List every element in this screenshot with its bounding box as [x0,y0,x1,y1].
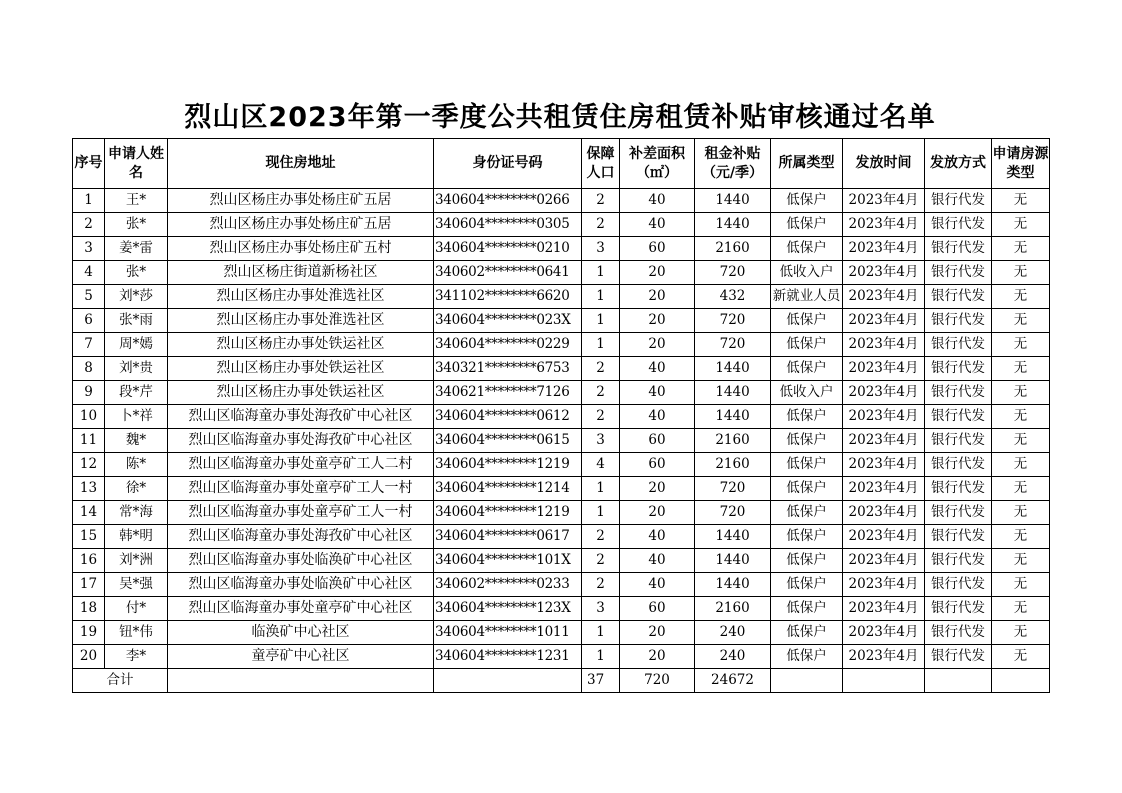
cell-serial: 15 [73,525,105,549]
cell-method: 银行代发 [925,645,992,669]
cell-serial: 3 [73,237,105,261]
cell-type: 低保户 [771,237,843,261]
cell-area: 20 [620,645,695,669]
cell-type: 低收入户 [771,261,843,285]
cell-address: 烈山区杨庄办事处杨庄矿五居 [168,189,434,213]
cell-address: 烈山区临海童办事处海孜矿中心社区 [168,405,434,429]
cell-method: 银行代发 [925,621,992,645]
cell-address: 临涣矿中心社区 [168,621,434,645]
cell-time: 2023年4月 [843,645,925,669]
cell-time: 2023年4月 [843,333,925,357]
cell-rent: 720 [695,477,771,501]
cell-time: 2023年4月 [843,213,925,237]
cell-address: 烈山区临海童办事处童亭矿工人一村 [168,501,434,525]
cell-time: 2023年4月 [843,429,925,453]
cell-method: 银行代发 [925,189,992,213]
total-label: 合计 [73,669,168,693]
cell-id-number: 341102********6620 [434,285,582,309]
cell-id-number: 340604********101X [434,549,582,573]
cell-applicant: 刘*莎 [105,285,168,309]
cell-applicant: 张* [105,261,168,285]
cell-area: 20 [620,477,695,501]
cell-applicant: 刘*洲 [105,549,168,573]
cell-rent: 1440 [695,381,771,405]
cell-id-number: 340604********1219 [434,453,582,477]
table-row [73,549,1050,573]
cell-time: 2023年4月 [843,381,925,405]
cell-rent: 720 [695,333,771,357]
table-row [73,477,1050,501]
table-header-row [73,139,1050,189]
cell-type: 低保户 [771,453,843,477]
cell-source: 无 [992,453,1050,477]
cell-applicant: 韩*明 [105,525,168,549]
cell-area: 60 [620,237,695,261]
cell-type: 低保户 [771,621,843,645]
cell-source: 无 [992,213,1050,237]
total-empty-cell [843,669,925,693]
table-row [73,237,1050,261]
cell-people: 2 [582,405,620,429]
cell-applicant: 魏* [105,429,168,453]
header-applicant: 申请人姓名 [105,139,168,189]
cell-serial: 14 [73,501,105,525]
table-row [73,285,1050,309]
cell-type: 低保户 [771,645,843,669]
cell-method: 银行代发 [925,357,992,381]
cell-people: 1 [582,621,620,645]
cell-area: 60 [620,453,695,477]
cell-time: 2023年4月 [843,549,925,573]
table-row [73,573,1050,597]
cell-id-number: 340604********0266 [434,189,582,213]
cell-people: 1 [582,477,620,501]
cell-time: 2023年4月 [843,237,925,261]
cell-time: 2023年4月 [843,525,925,549]
cell-type: 低保户 [771,333,843,357]
cell-area: 40 [620,405,695,429]
cell-serial: 6 [73,309,105,333]
cell-area: 20 [620,285,695,309]
cell-rent: 1440 [695,525,771,549]
cell-id-number: 340604********123X [434,597,582,621]
header-area: 补差面积（㎡） [620,139,695,189]
cell-source: 无 [992,261,1050,285]
cell-rent: 720 [695,261,771,285]
cell-rent: 720 [695,309,771,333]
cell-people: 1 [582,309,620,333]
cell-type: 低保户 [771,501,843,525]
table-row [73,357,1050,381]
cell-serial: 7 [73,333,105,357]
cell-people: 2 [582,525,620,549]
table-row [73,333,1050,357]
cell-source: 无 [992,429,1050,453]
cell-address: 烈山区临海童办事处童亭矿工人二村 [168,453,434,477]
cell-id-number: 340321********6753 [434,357,582,381]
cell-id-number: 340604********0210 [434,237,582,261]
cell-id-number: 340604********1219 [434,501,582,525]
cell-method: 银行代发 [925,309,992,333]
cell-method: 银行代发 [925,237,992,261]
cell-people: 1 [582,261,620,285]
cell-source: 无 [992,309,1050,333]
total-empty-cell [434,669,582,693]
cell-applicant: 常*海 [105,501,168,525]
table-row [73,309,1050,333]
cell-people: 1 [582,645,620,669]
cell-time: 2023年4月 [843,309,925,333]
cell-applicant: 徐* [105,477,168,501]
cell-type: 低收入户 [771,381,843,405]
cell-method: 银行代发 [925,333,992,357]
cell-applicant: 张*雨 [105,309,168,333]
cell-applicant: 付* [105,597,168,621]
cell-serial: 10 [73,405,105,429]
cell-serial: 18 [73,597,105,621]
cell-area: 20 [620,501,695,525]
cell-rent: 1440 [695,213,771,237]
cell-source: 无 [992,189,1050,213]
cell-people: 1 [582,333,620,357]
cell-rent: 2160 [695,597,771,621]
cell-applicant: 姜*雷 [105,237,168,261]
total-people: 37 [582,669,620,693]
table-row [73,645,1050,669]
table-row [73,381,1050,405]
cell-rent: 720 [695,501,771,525]
cell-rent: 240 [695,621,771,645]
cell-id-number: 340604********1214 [434,477,582,501]
cell-serial: 9 [73,381,105,405]
cell-people: 2 [582,189,620,213]
cell-method: 银行代发 [925,453,992,477]
cell-address: 烈山区杨庄办事处铁运社区 [168,381,434,405]
cell-time: 2023年4月 [843,453,925,477]
cell-id-number: 340604********1011 [434,621,582,645]
total-rent: 24672 [695,669,771,693]
table-row [73,597,1050,621]
cell-serial: 16 [73,549,105,573]
cell-method: 银行代发 [925,429,992,453]
cell-applicant: 陈* [105,453,168,477]
cell-address: 烈山区临海童办事处童亭矿中心社区 [168,597,434,621]
cell-time: 2023年4月 [843,573,925,597]
total-area: 720 [620,669,695,693]
total-row [73,669,1050,693]
cell-time: 2023年4月 [843,501,925,525]
cell-area: 20 [620,261,695,285]
cell-people: 2 [582,357,620,381]
cell-applicant: 刘*贵 [105,357,168,381]
cell-id-number: 340604********1231 [434,645,582,669]
cell-source: 无 [992,501,1050,525]
cell-id-number: 340604********0617 [434,525,582,549]
cell-type: 低保户 [771,189,843,213]
cell-address: 烈山区杨庄办事处杨庄矿五村 [168,237,434,261]
cell-method: 银行代发 [925,381,992,405]
cell-applicant: 段*芹 [105,381,168,405]
cell-method: 银行代发 [925,525,992,549]
cell-method: 银行代发 [925,285,992,309]
total-empty-cell [925,669,992,693]
cell-type: 低保户 [771,309,843,333]
cell-type: 低保户 [771,357,843,381]
cell-area: 20 [620,309,695,333]
table-row [73,501,1050,525]
cell-people: 3 [582,597,620,621]
total-empty-cell [992,669,1050,693]
table-row [73,405,1050,429]
cell-serial: 5 [73,285,105,309]
cell-source: 无 [992,573,1050,597]
cell-serial: 17 [73,573,105,597]
table-row [73,429,1050,453]
cell-id-number: 340621********7126 [434,381,582,405]
cell-source: 无 [992,381,1050,405]
cell-rent: 2160 [695,453,771,477]
cell-applicant: 王* [105,189,168,213]
cell-type: 低保户 [771,549,843,573]
cell-time: 2023年4月 [843,405,925,429]
table-row [73,213,1050,237]
cell-area: 40 [620,381,695,405]
cell-people: 2 [582,381,620,405]
cell-time: 2023年4月 [843,357,925,381]
cell-serial: 13 [73,477,105,501]
cell-method: 银行代发 [925,573,992,597]
cell-rent: 1440 [695,573,771,597]
cell-id-number: 340604********0615 [434,429,582,453]
cell-method: 银行代发 [925,597,992,621]
cell-type: 低保户 [771,405,843,429]
cell-people: 3 [582,237,620,261]
cell-address: 烈山区杨庄办事处杨庄矿五居 [168,213,434,237]
cell-rent: 1440 [695,549,771,573]
cell-area: 60 [620,597,695,621]
cell-source: 无 [992,597,1050,621]
cell-rent: 240 [695,645,771,669]
cell-id-number: 340602********0641 [434,261,582,285]
cell-applicant: 周*嫣 [105,333,168,357]
cell-address: 烈山区杨庄街道新杨社区 [168,261,434,285]
cell-serial: 1 [73,189,105,213]
cell-area: 20 [620,621,695,645]
cell-serial: 19 [73,621,105,645]
cell-method: 银行代发 [925,213,992,237]
cell-area: 40 [620,357,695,381]
header-type: 所属类型 [771,139,843,189]
cell-address: 烈山区杨庄办事处铁运社区 [168,357,434,381]
cell-address: 烈山区临海童办事处海孜矿中心社区 [168,429,434,453]
cell-source: 无 [992,549,1050,573]
cell-serial: 2 [73,213,105,237]
cell-method: 银行代发 [925,549,992,573]
cell-type: 低保户 [771,525,843,549]
cell-id-number: 340604********0305 [434,213,582,237]
cell-source: 无 [992,333,1050,357]
cell-rent: 1440 [695,189,771,213]
cell-applicant: 卜*祥 [105,405,168,429]
cell-people: 1 [582,501,620,525]
cell-rent: 2160 [695,429,771,453]
cell-people: 1 [582,285,620,309]
cell-address: 烈山区杨庄办事处铁运社区 [168,333,434,357]
cell-source: 无 [992,525,1050,549]
cell-source: 无 [992,237,1050,261]
cell-applicant: 钮*伟 [105,621,168,645]
cell-people: 2 [582,573,620,597]
cell-id-number: 340602********0233 [434,573,582,597]
cell-source: 无 [992,645,1050,669]
cell-method: 银行代发 [925,405,992,429]
total-empty-cell [771,669,843,693]
cell-time: 2023年4月 [843,189,925,213]
header-method: 发放方式 [925,139,992,189]
cell-area: 20 [620,333,695,357]
cell-rent: 1440 [695,405,771,429]
cell-applicant: 吴*强 [105,573,168,597]
cell-serial: 20 [73,645,105,669]
cell-area: 40 [620,573,695,597]
cell-address: 烈山区临海童办事处临涣矿中心社区 [168,573,434,597]
cell-id-number: 340604********0612 [434,405,582,429]
cell-people: 2 [582,213,620,237]
cell-rent: 432 [695,285,771,309]
cell-type: 低保户 [771,477,843,501]
header-rent: 租金补贴（元/季） [695,139,771,189]
header-id-number: 身份证号码 [434,139,582,189]
cell-type: 低保户 [771,213,843,237]
cell-type: 新就业人员 [771,285,843,309]
cell-time: 2023年4月 [843,477,925,501]
cell-serial: 11 [73,429,105,453]
cell-type: 低保户 [771,429,843,453]
cell-address: 烈山区临海童办事处临涣矿中心社区 [168,549,434,573]
cell-method: 银行代发 [925,501,992,525]
table-row [73,621,1050,645]
cell-area: 40 [620,549,695,573]
cell-address: 烈山区临海童办事处海孜矿中心社区 [168,525,434,549]
cell-source: 无 [992,357,1050,381]
total-empty-cell [168,669,434,693]
cell-id-number: 340604********023X [434,309,582,333]
document-title: 烈山区2023年第一季度公共租赁住房租赁补贴审核通过名单 [184,102,936,133]
header-time: 发放时间 [843,139,925,189]
cell-serial: 4 [73,261,105,285]
cell-type: 低保户 [771,597,843,621]
table-row [73,453,1050,477]
cell-time: 2023年4月 [843,261,925,285]
cell-address: 童亭矿中心社区 [168,645,434,669]
header-source: 申请房源类型 [992,139,1050,189]
cell-time: 2023年4月 [843,285,925,309]
cell-serial: 12 [73,453,105,477]
cell-applicant: 李* [105,645,168,669]
cell-people: 3 [582,429,620,453]
cell-address: 烈山区杨庄办事处淮选社区 [168,309,434,333]
cell-area: 40 [620,189,695,213]
table-row [73,525,1050,549]
cell-applicant: 张* [105,213,168,237]
cell-time: 2023年4月 [843,621,925,645]
cell-source: 无 [992,405,1050,429]
cell-people: 2 [582,549,620,573]
cell-address: 烈山区杨庄办事处淮选社区 [168,285,434,309]
header-people: 保障人口 [582,139,620,189]
cell-area: 40 [620,213,695,237]
cell-type: 低保户 [771,573,843,597]
cell-id-number: 340604********0229 [434,333,582,357]
cell-rent: 1440 [695,357,771,381]
header-address: 现住房地址 [168,139,434,189]
cell-source: 无 [992,477,1050,501]
table-row [73,261,1050,285]
cell-area: 40 [620,525,695,549]
cell-rent: 2160 [695,237,771,261]
cell-area: 60 [620,429,695,453]
cell-time: 2023年4月 [843,597,925,621]
header-serial: 序号 [73,139,105,189]
cell-people: 4 [582,453,620,477]
table-row [73,189,1050,213]
cell-source: 无 [992,285,1050,309]
cell-method: 银行代发 [925,477,992,501]
cell-serial: 8 [73,357,105,381]
cell-address: 烈山区临海童办事处童亭矿工人一村 [168,477,434,501]
cell-method: 银行代发 [925,261,992,285]
cell-source: 无 [992,621,1050,645]
approval-list-table [72,138,1050,693]
